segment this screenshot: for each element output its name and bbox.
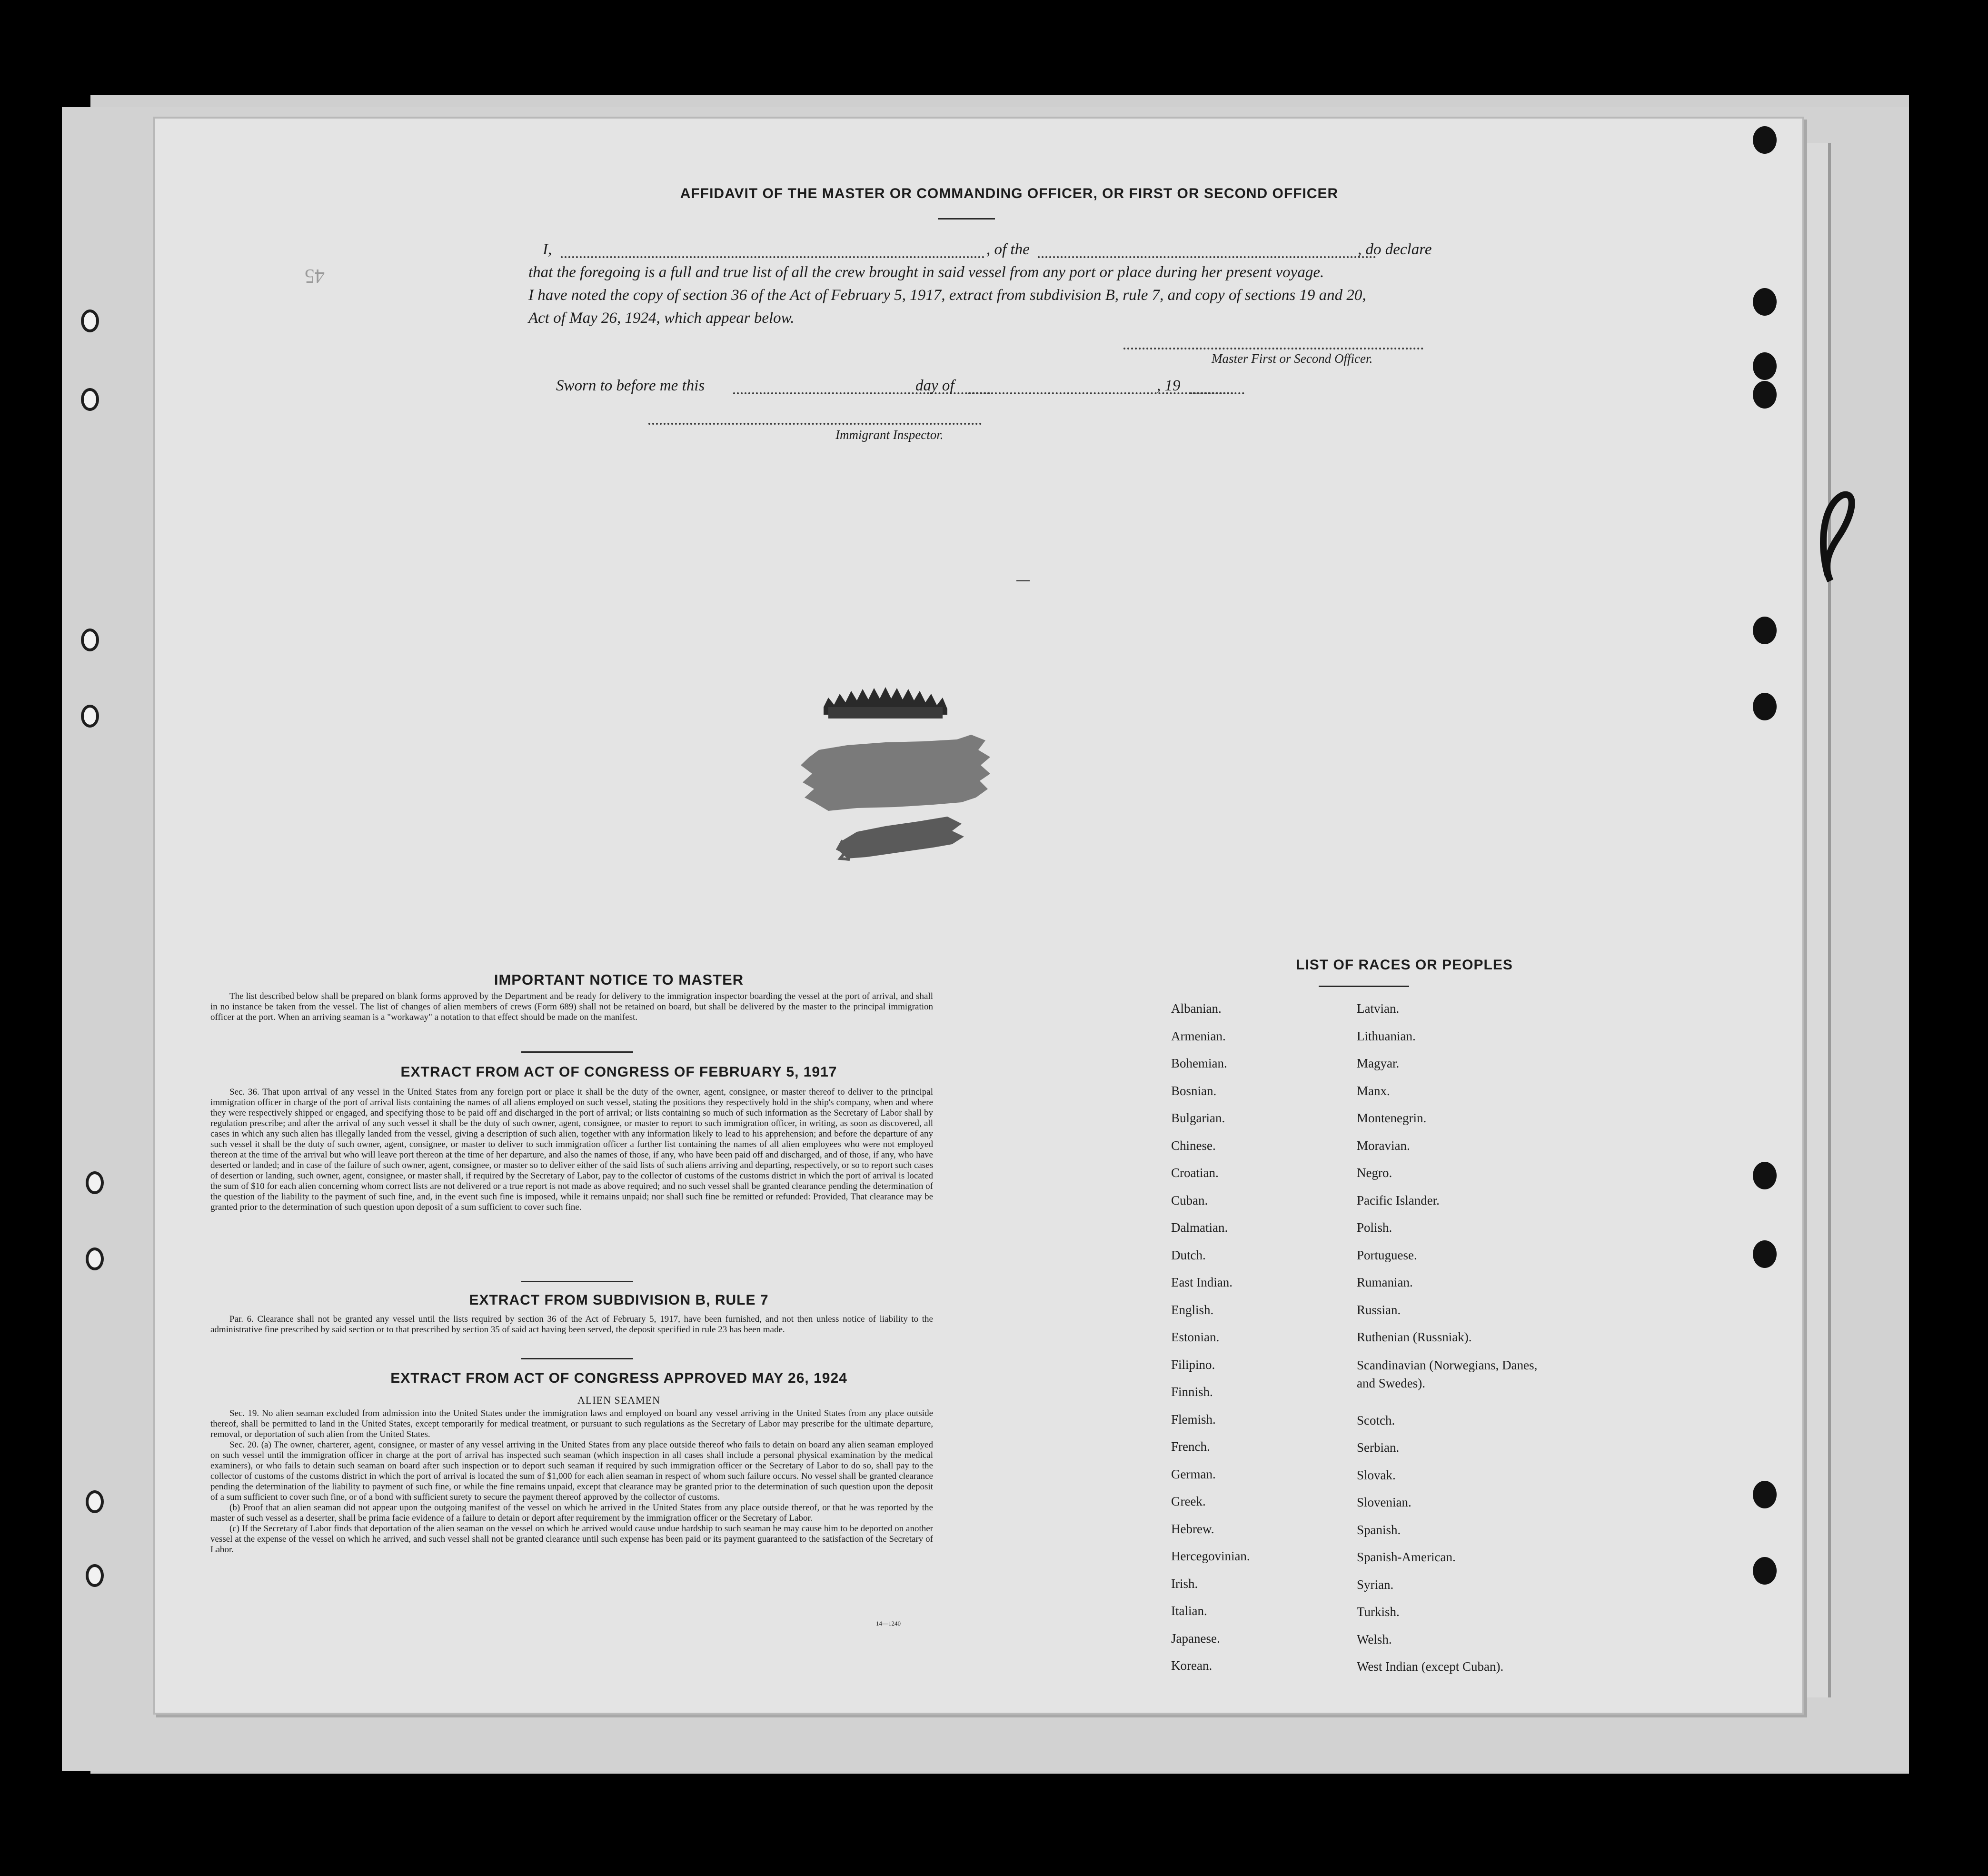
race-item: Turkish. — [1357, 1605, 1400, 1619]
race-item: Cuban. — [1171, 1193, 1208, 1207]
race-item: Scandinavian (Norwegians, Danes, and Swedes). — [1357, 1357, 1538, 1390]
race-item: Lithuanian. — [1357, 1028, 1416, 1043]
race-item: Slovenian. — [1357, 1495, 1411, 1509]
binder-hole — [86, 1171, 104, 1194]
race-item: Bohemian. — [1171, 1056, 1227, 1070]
stray-mark — [1016, 580, 1030, 581]
seal-stamp — [790, 659, 1000, 874]
race-item: Serbian. — [1357, 1440, 1400, 1455]
binder-hole — [1753, 126, 1777, 154]
race-item: West Indian (except Cuban). — [1357, 1659, 1504, 1674]
affidavit-declare: , do declare — [1358, 241, 1432, 258]
race-item: Slovak. — [1357, 1467, 1396, 1482]
race-item: Bulgarian. — [1171, 1111, 1225, 1125]
affidavit-of-the: , of the — [986, 241, 1030, 258]
race-item: Armenian. — [1171, 1028, 1226, 1043]
races-right-column — [1357, 999, 1557, 1685]
race-item: East Indian. — [1171, 1275, 1233, 1289]
race-item: English. — [1171, 1302, 1214, 1317]
notice-title: IMPORTANT NOTICE TO MASTER — [494, 971, 744, 988]
binder-hole — [81, 629, 99, 651]
extract3-paragraph: (c) If the Secretary of Labor finds that deportation of the alien seaman on the vessel on which he arrived would cause undue hardship to such seaman he may cause him to be deported on another vessel at the expense of the vessel on which he arrived, and such vessel shall not be granted clearance until such expense has been paid or its payment guaranteed to the satisfaction of the Secretary of Labor. — [210, 1524, 933, 1555]
affidavit-line-2: that the foregoing is a full and true list of all the crew brought in said vessel from any port or place during her present voyage. — [528, 264, 1324, 281]
race-item: Latvian. — [1357, 1001, 1400, 1016]
extract3-text — [210, 1408, 933, 1555]
binder-hole — [81, 309, 99, 332]
notice-paragraph: The list described below shall be prepared on blank forms approved by the Department and be ready for delivery to the immigration inspector boarding the vessel at the port of arrival, and shall in no instance be taken from the vessel. The list of changes of alien members of crews (Form 689) shall not be retained on board, but shall be delivered by the master to the principal immigration officer at the port. When an arriving seaman is a "workaway" a notation to that effect should be made on the manifest. — [210, 991, 933, 1022]
inspector-signature-field[interactable] — [648, 423, 982, 425]
binder-hole — [1753, 693, 1777, 720]
section-rule — [521, 1281, 633, 1282]
race-item: Albanian. — [1171, 1001, 1222, 1016]
race-item: Chinese. — [1171, 1138, 1216, 1153]
race-item: Japanese. — [1171, 1631, 1220, 1646]
binder-hole — [1753, 381, 1777, 409]
affidavit-line-3: I have noted the copy of section 36 of the Act of February 5, 1917, extract from subdivision B, rule 7, and copy of sections 19 and 20, — [528, 287, 1366, 304]
signature-label: Master First or Second Officer. — [1212, 351, 1373, 366]
binder-hole — [1753, 1481, 1777, 1508]
margin-mark: 45 — [305, 265, 325, 287]
race-item: Negro. — [1357, 1166, 1392, 1180]
sworn-year-field[interactable] — [1190, 392, 1233, 394]
race-item: Italian. — [1171, 1604, 1207, 1618]
races-title: LIST OF RACES OR PEOPLES — [1296, 957, 1513, 973]
race-item: Dalmatian. — [1171, 1220, 1228, 1235]
extract3-subtitle: ALIEN SEAMEN — [577, 1394, 660, 1406]
binder-hole — [81, 705, 99, 728]
affidavit-title: AFFIDAVIT OF THE MASTER OR COMMANDING OFFICER, OR FIRST OR SECOND OFFICER — [680, 186, 1339, 201]
binder-hole — [1753, 1162, 1777, 1189]
race-item: Polish. — [1357, 1220, 1392, 1235]
sworn-text: Sworn to before me this — [556, 377, 705, 394]
binder-hole — [86, 1247, 104, 1270]
race-item: Scotch. — [1357, 1413, 1395, 1427]
race-item: Portuguese. — [1357, 1247, 1417, 1262]
extract2-paragraph: Par. 6. Clearance shall not be granted any vessel until the lists required by section 36 of the Act of February 5, 1917, have been furnished, and not then unless notice of liability to the administrative fine prescribed by said section or to that prescribed by section 35 of said act having been served, the deposit specified in rule 23 has been made. — [210, 1314, 933, 1335]
race-item: Estonian. — [1171, 1330, 1220, 1344]
section-rule — [521, 1358, 633, 1359]
pen-mark — [1809, 486, 1861, 590]
affidavit-i: I, — [543, 241, 552, 258]
race-item: French. — [1171, 1439, 1210, 1454]
master-name-field[interactable] — [561, 256, 984, 258]
race-item: Greek. — [1171, 1494, 1206, 1508]
race-item: Spanish-American. — [1357, 1550, 1456, 1564]
binder-hole — [1753, 1240, 1777, 1268]
races-rule — [1319, 986, 1409, 987]
extract1-text — [210, 1087, 933, 1213]
race-item: Irish. — [1171, 1576, 1198, 1591]
section-rule — [521, 1051, 633, 1053]
binder-hole — [81, 388, 99, 411]
binder-hole — [1753, 288, 1777, 316]
binder-hole — [1753, 1557, 1777, 1585]
race-item: Montenegrin. — [1357, 1111, 1427, 1125]
race-item: Dutch. — [1171, 1247, 1206, 1262]
race-item: Bosnian. — [1171, 1083, 1217, 1098]
extract2-text — [210, 1314, 933, 1335]
extract3-title: EXTRACT FROM ACT OF CONGRESS APPROVED MAY 26, 1924 — [390, 1370, 847, 1386]
binder-hole — [86, 1564, 104, 1587]
extract1-paragraph: Sec. 36. That upon arrival of any vessel in the United States from any foreign port or place it shall be the duty of the owner, agent, consignee, or master thereof to deliver to the principal immigration officer in charge of the port of arrival lists containing the names of all aliens employed on such vessel, stating the positions they respectively hold in the ship's company, when and where they were respectively shipped or engaged, and specifying those to be paid off and discharged in the port of arrival; or lists containing so much of such information as the Secretary of Labor shall by regulation prescribe; and after the arrival of any such vessel it shall be the duty of such owner, agent, consignee, or master to report to such immigration officer, in writing, as soon as discovered, all cases in which any such alien has illegally landed from the vessel, giving a description of such alien, together with any information likely to lead to his apprehension; and before the departure of any such vessel it shall be the duty of such owner, agent, consignee, or master to deliver to such immigration officer a further list containing the names of all alien employees who were not employed thereon at the time of the arrival but who will leave port thereon at the time of her departure, and also the names of those, if any, who have been paid off and discharged, and of those, if any, who have deserted or landed; and in case of the failure of such owner, agent, consignee, or master so to deliver either of the said lists of such aliens arriving and departing, respectively, or so to report such cases of desertion or landing, such owner, agent, consignee, or master shall, if required by the Secretary of Labor, pay to the collector of customs of the customs district in which the port of arrival is located the sum of $10 for each alien concerning whom correct lists are not delivered or a true report is not made as above required; and no such vessel shall be granted clearance pending the determination of the question of the liability to the payment of such fine, and, in the event such fine is imposed, while it remains unpaid; nor shall such fine be remitted or refunded: Provided, That clearance may be granted prior to the determination of such question upon deposit of a sum sufficient to cover such fine. — [210, 1087, 933, 1212]
race-item: Croatian. — [1171, 1166, 1219, 1180]
race-item: German. — [1171, 1467, 1216, 1481]
extract3-paragraph: Sec. 20. (a) The owner, charterer, agent, consignee, or master of any vessel arriving in the United States from any place outside thereof who fails to detain on board any alien seaman employed on such vessel until the immigration officer in charge at the port of arrival has inspected such seaman (which inspection in all cases shall include a personal physical examination by the medical examiners), or who fails to detain such seaman on board after such inspection or to deport such seaman if required by such immigration officer or the Secretary of Labor to do so, shall pay to the collector of customs of the customs district in which the port of arrival is located the sum of $1,000 for each alien seaman in respect of whom such failure occurs. No vessel shall be granted clearance pending the determination of the liability to payment of such fine, or while the fine remains unpaid, except that clearance may be granted prior to the determination of such question upon the deposit of a sum sufficient to cover such fine, or of a bond with sufficient surety to secure the payment thereof approved by the collector of customs. — [210, 1440, 933, 1502]
binder-hole — [86, 1490, 104, 1513]
title-rule — [938, 218, 995, 220]
race-item: Manx. — [1357, 1083, 1390, 1098]
signature-field[interactable] — [1123, 348, 1423, 349]
sworn-line — [556, 374, 1270, 398]
race-item: Finnish. — [1171, 1385, 1213, 1399]
race-item: Spanish. — [1357, 1522, 1401, 1537]
extract1-title: EXTRACT FROM ACT OF CONGRESS OF FEBRUARY 5, 1917 — [400, 1064, 837, 1080]
race-item: Hebrew. — [1171, 1521, 1214, 1536]
race-item: Filipino. — [1171, 1357, 1215, 1372]
extract3-paragraph: (b) Proof that an alien seaman did not appear upon the outgoing manifest of the vessel on which he arrived in the United States from any place outside thereof, or that he was reported by the master of such vessel as a deserter, shall be prima facie evidence of a failure to detain or deport after requirement by the immigration officer or the Secretary of Labor. — [210, 1503, 933, 1523]
inspector-label: Immigrant Inspector. — [835, 428, 944, 442]
form-number: 14—1240 — [876, 1620, 901, 1627]
affidavit-line-1 — [543, 238, 1447, 262]
extract3-paragraph: Sec. 19. No alien seaman excluded from admission into the United States under the immigration laws and employed on board any vessel arriving in the United States from any place outside thereof, shall be permitted to land in the United States, except temporarily for medical treatment, or pursuant to such regulations as the Secretary of Labor may prescribe for the ultimate departure, removal, or deportation of such alien from the United States. — [210, 1408, 933, 1439]
race-item: Pacific Islander. — [1357, 1193, 1440, 1207]
notice-text — [210, 991, 933, 1023]
affidavit-line-4: Act of May 26, 1924, which appear below. — [528, 309, 795, 327]
race-item: Welsh. — [1357, 1632, 1392, 1646]
race-item: Russian. — [1357, 1302, 1401, 1317]
extract2-title: EXTRACT FROM SUBDIVISION B, RULE 7 — [469, 1292, 769, 1308]
binder-hole — [1753, 352, 1777, 380]
vessel-name-field[interactable] — [1038, 256, 1376, 258]
race-item: Syrian. — [1357, 1577, 1394, 1592]
race-item: Korean. — [1171, 1658, 1213, 1673]
race-item: Hercegovinian. — [1171, 1549, 1250, 1563]
day-of-text: day of — [915, 377, 954, 394]
race-item: Magyar. — [1357, 1056, 1400, 1070]
race-item: Rumanian. — [1357, 1275, 1413, 1289]
year-prefix: , 19 — [1157, 377, 1181, 394]
binder-hole — [1753, 617, 1777, 644]
race-item: Moravian. — [1357, 1138, 1410, 1153]
race-item: Flemish. — [1171, 1412, 1216, 1427]
race-item: Ruthenian (Russniak). — [1357, 1330, 1472, 1344]
races-left-column — [1171, 999, 1371, 1684]
